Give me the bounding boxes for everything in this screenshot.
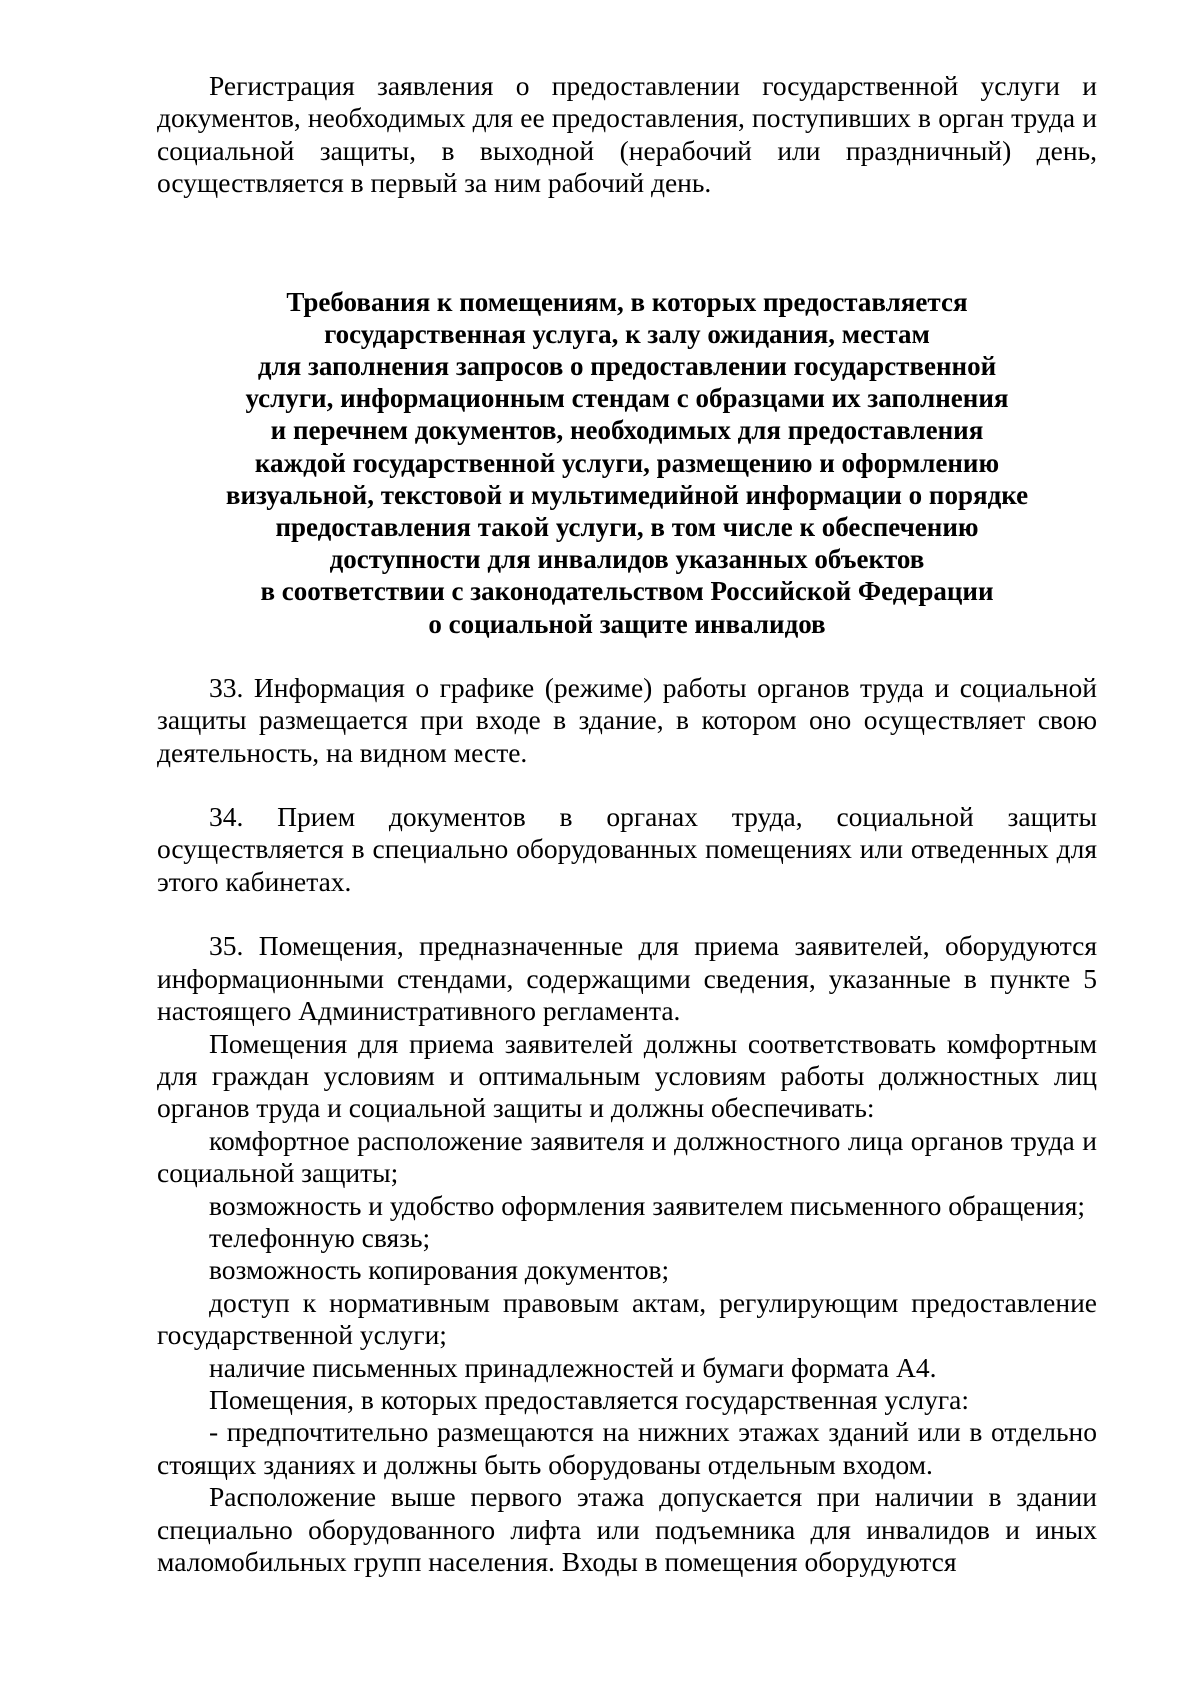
heading-line: о социальной защите инвалидов: [428, 608, 826, 639]
spacer: [157, 769, 1097, 801]
requirement-list-item: доступ к нормативным правовым актам, регулирующим предоставление государственной услуги;: [157, 1286, 1097, 1351]
requirement-list-item: комфортное расположение заявителя и должностного лица органов труда и социальной защиты;: [157, 1124, 1097, 1189]
heading-line: предоставления такой услуги, в том числе к обеспечению: [275, 512, 979, 543]
heading-line: доступности для инвалидов указанных объектов: [329, 544, 925, 575]
heading-line: каждой государственной услуги, размещению и оформлению: [254, 447, 1000, 478]
spacer: [157, 898, 1097, 930]
paragraph-premises: Помещения, в которых предоставляется государственная услуга:: [209, 1383, 969, 1415]
requirement-list-item: возможность и удобство оформления заявителем письменного обращения;: [209, 1189, 1086, 1221]
paragraph-item-33: 33. Информация о графике (режиме) работы органов труда и социальной защиты размещается при входе в здание, в котором оно осуществляет свою деятельность, на видном месте.: [157, 671, 1097, 768]
paragraph-upper-floor: Расположение выше первого этажа допускается при наличии в здании специально оборудованного лифта или подъемника для инвалидов и иных маломобильных групп населения. Входы в помещения оборудуются: [157, 1481, 1097, 1578]
heading-line: и перечнем документов, необходимых для предоставления: [270, 415, 984, 446]
intro-paragraph: Регистрация заявления о предоставлении государственной услуги и документов, необходимых для ее предоставления, поступивших в орган труда и социальной защиты, в выходной (нерабочий или праздничный) день, осуществляется в первый за ним рабочий день.: [157, 70, 1097, 199]
heading-line: услуги, информационным стендам с образцами их заполнения: [245, 383, 1009, 414]
heading-line: в соответствии с законодательством Российской Федерации: [260, 576, 994, 607]
paragraph-item-35: 35. Помещения, предназначенные для приема заявителей, оборудуются информационными стендами, содержащими сведения, указанные в пункте 5 настоящего Административного регламента.: [157, 930, 1097, 1027]
paragraph-item-35-requirements: Помещения для приема заявителей должны соответствовать комфортным для граждан условиям и оптимальным условиям работы должностных лиц органов труда и социальной защиты и должны обеспечивать:: [157, 1027, 1097, 1124]
spacer: [157, 640, 1097, 672]
paragraph-premises-location: - предпочтительно размещаются на нижних этажах зданий или в отдельно стоящих зданиях и должны быть оборудованы отдельным входом.: [157, 1416, 1097, 1480]
requirement-list-item: наличие письменных принадлежностей и бумаги формата А4.: [209, 1351, 937, 1383]
heading-line: государственная услуга, к залу ожидания, местам: [324, 318, 930, 349]
requirement-list-item: телефонную связь;: [209, 1221, 431, 1253]
spacer: [157, 200, 1097, 286]
section-heading: [157, 286, 1097, 640]
heading-line: для заполнения запросов о предоставлении государственной: [257, 351, 997, 382]
heading-line: Требования к помещениям, в которых предоставляется: [286, 286, 968, 317]
requirement-list-item: возможность копирования документов;: [209, 1254, 670, 1286]
paragraph-item-34: 34. Прием документов в органах труда, социальной защиты осуществляется в специально оборудованных помещениях или отведенных для этого кабинетах.: [157, 801, 1097, 897]
document-page: [157, 70, 1097, 1578]
heading-line: визуальной, текстовой и мультимедийной информации о порядке: [225, 479, 1029, 510]
